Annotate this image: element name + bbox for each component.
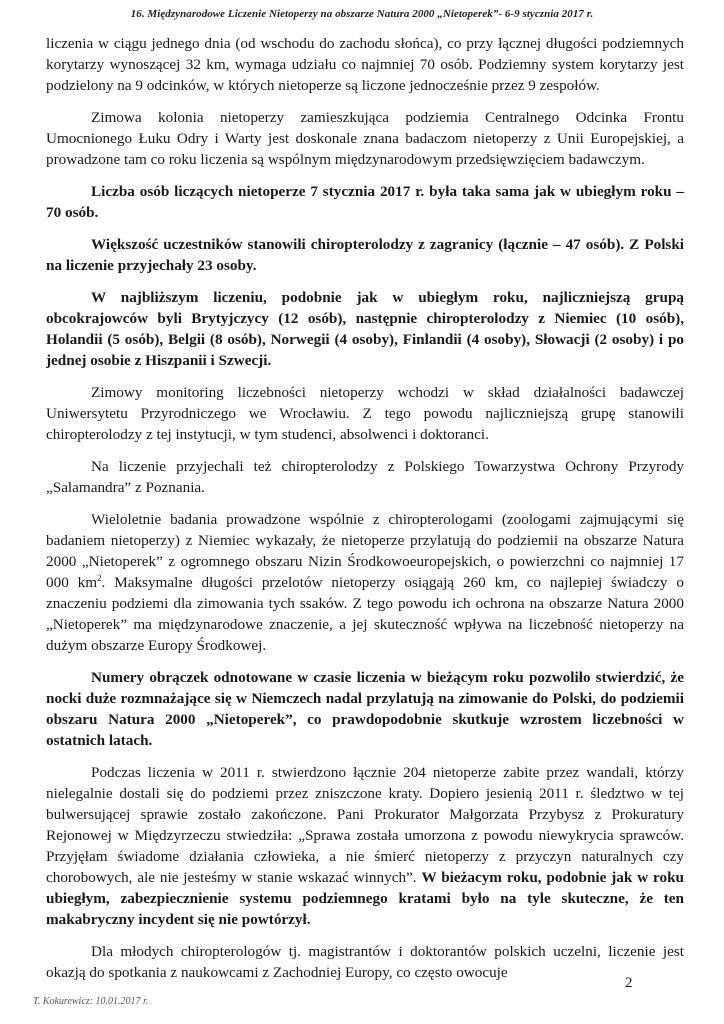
- superscript: 2: [97, 573, 102, 583]
- paragraph-monitoring: Zimowy monitoring liczebności nietoperzy wchodzi w skład działalności badawczej Uniwersytetu Przyrodniczego we Wrocławiu. Z tego powodu najliczniejszą grupę stanowili chiropterolodzy z tej instytucji, w tym studenci, absolwenci i doktoranci.: [46, 384, 684, 443]
- running-header: 16. Międzynarodowe Liczenie Nietoperzy na obszarze Natura 2000 „Nietoperek”- 6-9 stycznia 2017 r.: [130, 8, 594, 20]
- paragraph-winter-colony: Zimowa kolonia nietoperzy zamieszkująca podziemia Centralnego Odcinka Frontu Umocnionego Łuku Odry i Warty jest doskonale znana badaczom nietoperzy z Unii Europejskiej, a prowadzone tam co roku liczenia są wspólnym międzynarodowym przedsięwzięciem badawczym.: [46, 109, 684, 168]
- paragraph-salamandra: Na liczenie przyjechali też chiropterolodzy z Polskiego Towarzystwa Ochrony Przyrody „Salamandra” z Poznania.: [46, 458, 684, 496]
- paragraph-research-text-b: . Maksymalne długości przelotów nietoperzy osiągają 260 km, co najlepiej świadczy o znaczeniu podziemi dla zimowania tych ssaków. Z tego powodu ich ochrona na obszarze Natura 2000 „Nietoperek” ma międzynarodowe znaczenie, a jej skuteczność wpływa na liczebność nietoperzy na dużym obszarze Europy Środkowej.: [46, 574, 684, 654]
- author-note: T. Kokurewicz: 10.01.2017 r.: [33, 996, 149, 1007]
- paragraph-research-text-a: Wieloletnie badania prowadzone wspólnie z chiropterologami (zoologami zajmującymi się badaniem nietoperzy) z Niemiec wykazały, że nietoperze przylatują do podziemii na obszarze Natura 2000 „Nietoperek” z ogromnego obszaru Nizin Środkowoeuropejskich, o powierzchni co najmniej 17 000 km: [46, 511, 684, 591]
- paragraph-vandalism-text: Podczas liczenia w 2011 r. stwierdzono łącznie 204 nietoperze zabite przez wandali, którzy nielegalnie dostali się do podziemi przez zniszczone kraty. Dopiero jesienią 2011 r. śledztwo w tej bulwersującej sprawie zostało zakończone. Pani Prokurator Małgorzata Przybysz z Prokuratury Rejonowej w Międzyrzeczu stwiedziła: „Sprawa została umorzona z powodu niewykrycia sprawców. Przyjęłam świadome działania człowieka, a nie śmierć nietoperzy z przyczyn naturalnych czy chorobowych, ale nie jesteśmy w stanie wskazać winnych”.: [46, 764, 684, 886]
- document-body: [46, 33, 684, 994]
- paragraph-vandalism: [46, 762, 684, 930]
- paragraph-research: [46, 509, 684, 656]
- paragraph-participant-count: Liczba osób liczących nietoperze 7 stycznia 2017 r. była taka sama jak w ubiegłym roku – 70 osób.: [46, 183, 684, 221]
- paragraph-foreign-participants: Większość uczestników stanowili chiropterolodzy z zagranicy (łącznie – 47 osób). Z Polski na liczenie przyjechały 23 osoby.: [46, 236, 684, 274]
- page-number: 2: [625, 975, 633, 991]
- paragraph-young-researchers: Dla młodych chiropterologów tj. magistrantów i doktorantów polskich uczelni, liczenie jest okazją do spotkania z naukowcami z Zachodniej Europy, co często owocuje: [46, 943, 684, 981]
- paragraph-nationalities: W najbliższym liczeniu, podobnie jak w ubiegłym roku, najliczniejszą grupą obcokrajowców byli Brytyjczycy (12 osób), następnie chiropterolodzy z Niemiec (10 osób), Holandii (5 osób), Belgii (8 osób), Norwegii (4 osoby), Finlandii (4 osoby), Słowacji (2 osoby) i po jednej osobie z Hiszpanii i Szwecji.: [46, 289, 684, 369]
- paragraph-vandalism-bold: W bieżacym roku, podobnie jak w roku ubiegłym, zabezpiecznienie systemu podziemnego kratami było na tyle skuteczne, że ten makabryczny incydent się nie powtórzył.: [46, 869, 684, 928]
- paragraph-continuation: liczenia w ciągu jednego dnia (od wschodu do zachodu słońca), co przy łącznej długości podziemnych korytarzy wynoszącej 32 km, wymaga udziału co najmniej 70 osób. Podziemny system korytarzy jest podzielony na 9 odcinków, w których nietoperze są liczone jednocześnie przez 9 zespołów.: [46, 35, 684, 94]
- paragraph-ring-numbers: Numery obrączek odnotowane w czasie liczenia w bieżącym roku pozwoliło stwierdzić, że nocki duże rozmnażające się w Niemczech nadal przylatują na zimowanie do Polski, do podziemii obszaru Natura 2000 „Nietoperek”, co prawdopodobnie skutkuje wzrostem liczebności w ostatnich latach.: [46, 669, 684, 749]
